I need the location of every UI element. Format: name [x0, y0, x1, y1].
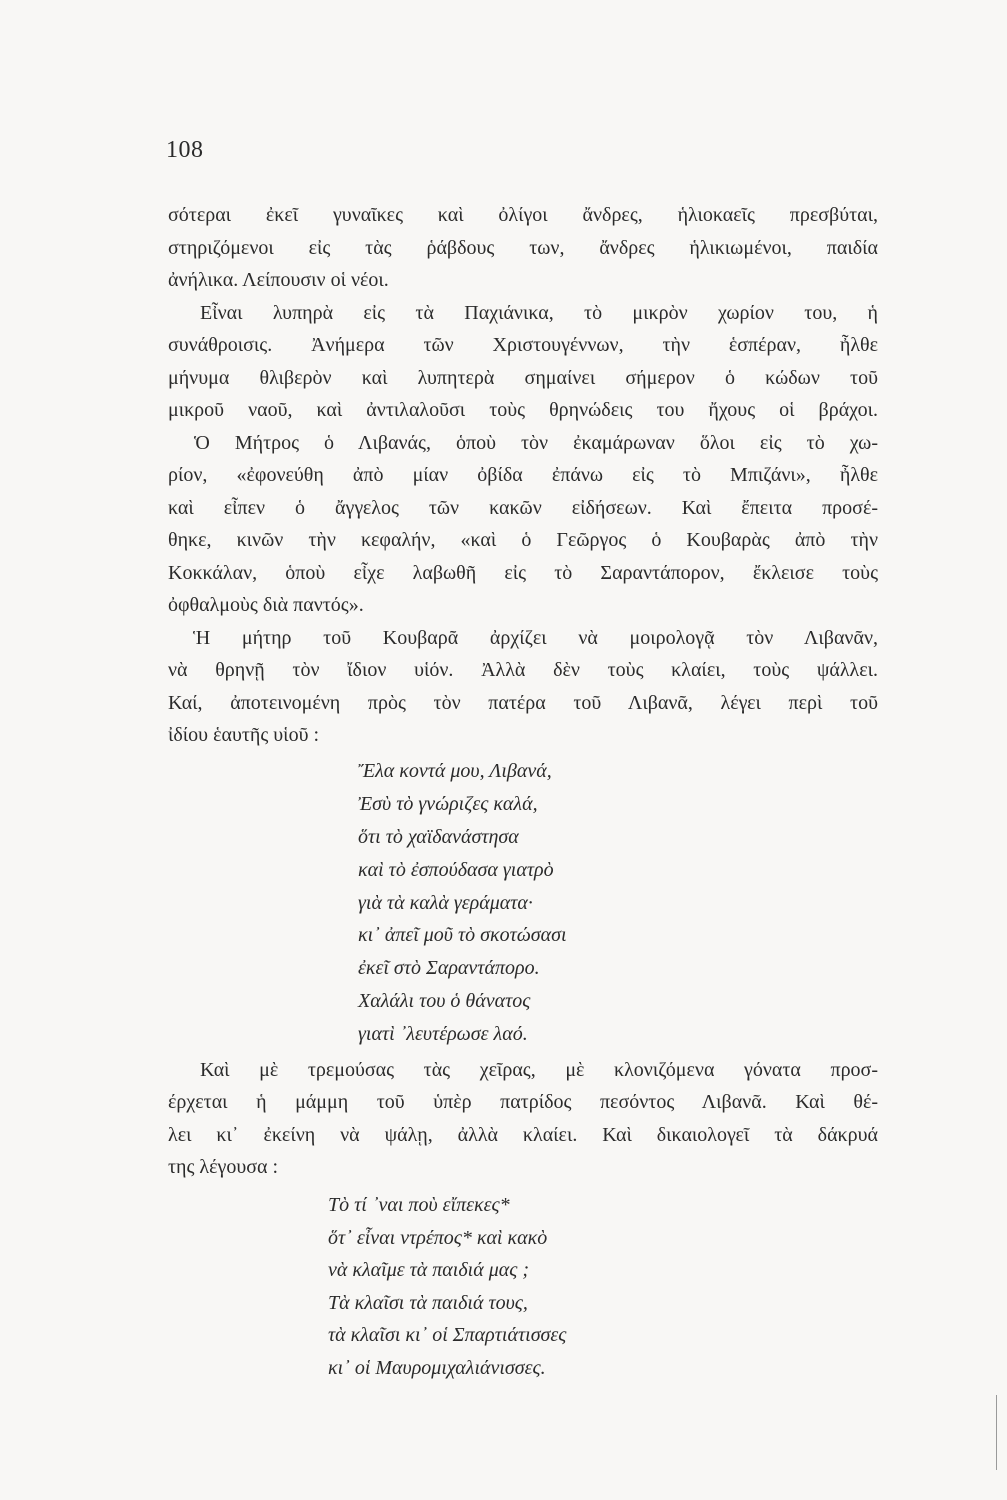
text-line: έρχεται ἡ μάμμη τοῦ ὑπὲρ πατρίδος πεσόντος Λιβανᾶ. Καὶ θέ-	[168, 1091, 878, 1114]
text-line: στηριζόμενοι εἰς τὰς ῥάβδους των, ἄνδρες ἡλικιωμένοι, παιδία	[168, 236, 878, 259]
paragraph-2	[168, 1054, 878, 1183]
verse-line: ὅτι τὸ χαϊδανάστησα	[358, 825, 519, 848]
text-line: σότεραι ἐκεῖ γυναῖκες καὶ ὀλίγοι ἄνδρες, ἡλιοκαεῖς πρεσβύται,	[168, 204, 878, 226]
text-line: μικροῦ ναοῦ, καὶ ἀντιλαλοῦσι τοὺς θρηνώδεις του ἤχους οἱ βράχοι.	[168, 399, 878, 421]
text-line: νὰ θρηνῇ τὸν ἴδιον υἱόν. Ἀλλὰ δὲν τοὺς κλαίει, τοὺς ψάλλει.	[168, 659, 878, 681]
verse-line: γιατὶ ᾽λευτέρωσε λαό.	[358, 1023, 528, 1046]
text-line: μήνυμα θλιβερὸν καὶ λυπητερὰ σημαίνει σήμερον ὁ κώδων τοῦ	[168, 366, 878, 389]
verse-1	[358, 755, 818, 1051]
text-line: ρίον, «ἐφονεύθη ἀπὸ μίαν ὀβίδα ἐπάνω εἰς τὸ Μπιζάνι», ἦλθε	[168, 464, 878, 486]
text-line: Καὶ μὲ τρεμούσας τὰς χεῖρας, μὲ κλονιζόμενα γόνατα προσ-	[200, 1059, 878, 1081]
verse-line: Χαλάλι του ὁ θάνατος	[358, 990, 531, 1013]
verse-line: ὅτ᾽ εἶναι ντρέπος* καὶ κακὸ	[328, 1226, 548, 1249]
text-line: της λέγουσα :	[168, 1155, 279, 1178]
verse-line: τὰ κλαῖσι κι᾽ οἱ Σπαρτιάτισσες	[328, 1324, 567, 1347]
verse-line: κι᾽ ἀπεῖ μοῦ τὸ σκοτώσασι	[358, 924, 567, 947]
verse-line: Ἔλα κοντά μου, Λιβανά,	[358, 760, 552, 782]
verse-2	[328, 1189, 788, 1385]
text-line: ἰδίου ἑαυτῆς υἱοῦ :	[168, 724, 320, 746]
verse-line: γιὰ τὰ καλὰ γεράματα·	[358, 891, 533, 914]
verse-line: καὶ τὸ ἐσπούδασα γιατρὸ	[358, 858, 554, 881]
text-line: συνάθροισις. Ἀνήμερα τῶν Χριστουγέννων, τὴν ἑσπέραν, ἦλθε	[168, 334, 878, 356]
text-line: Ἡ μήτηρ τοῦ Κουβαρᾶ ἀρχίζει νὰ μοιρολογᾷ τὸν Λιβανᾶν,	[193, 626, 878, 649]
text-line: Καί, ἀποτεινομένη πρὸς τὸν πατέρα τοῦ Λιβανᾶ, λέγει περὶ τοῦ	[168, 691, 878, 714]
verse-line: νὰ κλαῖμε τὰ παιδιά μας ;	[328, 1259, 530, 1282]
text-line: θηκε, κινῶν τὴν κεφαλήν, «καὶ ὁ Γεῶργος ὁ Κουβαρὰς ἀπὸ τὴν	[168, 529, 878, 551]
verse-line: Τὰ κλαῖσι τὰ παιδιά τους,	[328, 1291, 528, 1314]
text-line: ἀνήλικα. Λείπουσιν οἱ νέοι.	[168, 269, 389, 291]
page-number: 108	[166, 137, 204, 163]
text-line: ὀφθαλμοὺς διὰ παντός».	[168, 594, 364, 616]
text-line: Ὁ Μήτρος ὁ Λιβανάς, ὁποὺ τὸν ἐκαμάρωναν ὅλοι εἰς τὸ χω-	[194, 431, 878, 454]
text-line: καὶ εἶπεν ὁ ἄγγελος τῶν κακῶν εἰδήσεων. Καὶ ἔπειτα προσέ-	[168, 496, 878, 519]
paragraph-1	[168, 199, 878, 752]
verse-line: Τὸ τί ᾽ναι ποὺ εἴπεκες*	[328, 1194, 510, 1216]
text-line: Κοκκάλαν, ὁποὺ εἶχε λαβωθῆ εἰς τὸ Σαραντάπορον, ἔκλεισε τοὺς	[168, 561, 878, 584]
verse-line: ἐκεῖ στὸ Σαραντάπορο.	[358, 957, 540, 980]
verse-line: κι᾽ οἱ Μαυρομιχαλιάνισσες.	[328, 1356, 546, 1379]
text-line: λει κι᾽ ἐκείνη νὰ ψάλῃ, ἀλλὰ κλαίει. Καὶ δικαιολογεῖ τὰ δάκρυά	[168, 1123, 878, 1146]
text-line: Εἶναι λυπηρὰ εἰς τὰ Παχιάνικα, τὸ μικρὸν χωρίον του, ἡ	[200, 301, 878, 324]
scan-edge-mark	[996, 1395, 997, 1470]
verse-line: Ἐσὺ τὸ γνώριζες καλά,	[358, 792, 538, 815]
